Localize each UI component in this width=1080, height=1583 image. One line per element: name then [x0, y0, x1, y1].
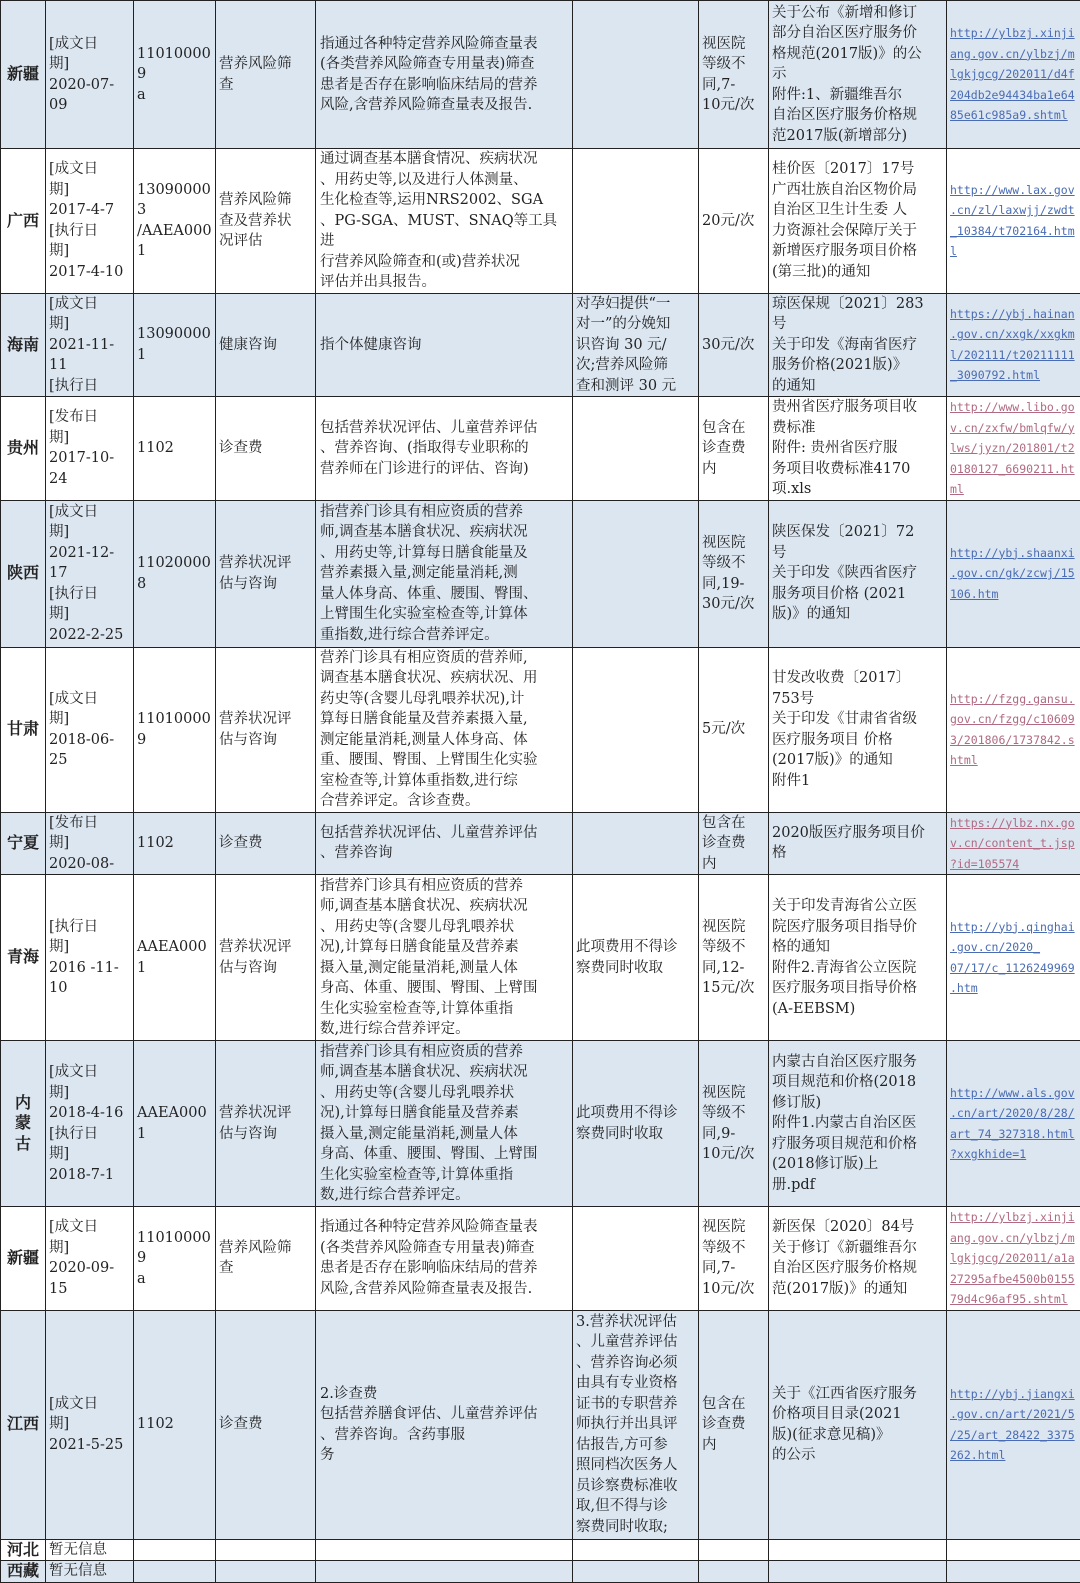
province-cell: 海南 [1, 293, 46, 397]
province-cell: 西藏 [1, 1561, 46, 1583]
item-name-cell [216, 1561, 316, 1583]
url-link[interactable]: http://ylbzj.xinji ang.gov.cn/ylbzj/m lgkjgcg/202011/a1a 27295afbe4500b0155 79d4c96af95.shtml [947, 1207, 1080, 1311]
table-row [1, 1207, 1080, 1311]
province-cell: 广西 [1, 149, 46, 294]
description-cell: 通过调查基本膳食情况、疾病状况 、用药史等,以及进行人体测量、 生化检查等,运用NRS2002、SGA 、PG-SGA、MUST、SNAQ等工具进 行营养风险筛查和(或)营养状况 评估并出具报告。 [316, 149, 573, 294]
province-cell: 宁夏 [1, 812, 46, 875]
price-cell: 30元/次 [699, 293, 769, 397]
table-row [1, 1310, 1080, 1539]
document-cell: 桂价医〔2017〕17号 广西壮族自治区物价局 自治区卫生计生委 人 力资源社会保障厅关于 新增医疗服务项目价格 (第三批)的通知 [769, 149, 947, 294]
note-cell [573, 1561, 699, 1583]
province-cell: 内 蒙 古 [1, 1041, 46, 1207]
date-cell: 暂无信息 [46, 1561, 134, 1583]
note-cell [573, 397, 699, 501]
price-cell [699, 1539, 769, 1561]
code-cell: AAEA0001 [134, 1041, 216, 1207]
document-cell: 琼医保规〔2021〕283 号 关于印发《海南省医疗 服务价格(2021版)》 的通知 [769, 293, 947, 397]
price-cell: 5元/次 [699, 647, 769, 812]
table-row [1, 397, 1080, 501]
note-cell [573, 812, 699, 875]
province-cell: 陕西 [1, 500, 46, 647]
document-cell: 内蒙古自治区医疗服务 项目规范和价格(2018 修订版) 附件1.内蒙古自治区医 疗服务项目规范和价格 (2018修订版)上 册.pdf [769, 1041, 947, 1207]
price-cell: 视医院 等级不 同,19- 30元/次 [699, 500, 769, 647]
url-link[interactable]: http://www.libo.go v.cn/zxfw/bmlqfw/y lws/jyzn/201801/t2 0180127_6690211.ht ml [947, 397, 1080, 501]
item-name-cell: 营养状况评 估与咨询 [216, 1041, 316, 1207]
price-cell: 视医院 等级不 同,7- 10元/次 [699, 1207, 769, 1311]
date-cell: [成文日 期] 2021-5-25 [46, 1310, 134, 1539]
url-link[interactable]: http://ybj.qinghai .gov.cn/2020_ 07/17/c_1126249969 .htm [947, 875, 1080, 1041]
description-cell: 指营养门诊具有相应资质的营养 师,调查基本膳食状况、疾病状况 、用药史等(含婴儿母乳喂养状 况),计算每日膳食能量及营养素 摄入量,测定能量消耗,测量人体 身高、体重、腰围、臀围、上臂围 生化实验室检查等,计算体重指 数,进行综合营养评定。 [316, 1041, 573, 1207]
date-cell: [执行日 期] 2016 -11- 10 [46, 875, 134, 1041]
price-cell: 包含在 诊查费 内 [699, 812, 769, 875]
code-cell: 130900001 [134, 293, 216, 397]
date-cell: [成文日 期] 2018-4-16 [执行日 期] 2018-7-1 [46, 1041, 134, 1207]
date-cell: [发布日 期] 2020-08- [46, 812, 134, 875]
province-cell: 青海 [1, 875, 46, 1041]
province-cell: 江西 [1, 1310, 46, 1539]
date-cell: [成文日 期] 2020-07- 09 [46, 1, 134, 149]
date-cell: [成文日 期] 2021-11- 11 [执行日 [46, 293, 134, 397]
code-cell: AAEA0001 [134, 875, 216, 1041]
document-cell: 关于公布《新增和修订 部分自治区医疗服务价 格规范(2017版)》的公 示 附件:1、新疆维吾尔 自治区医疗服务价格规 范2017版(新增部分) [769, 1, 947, 149]
price-cell: 20元/次 [699, 149, 769, 294]
note-cell [573, 1207, 699, 1311]
code-cell: 110100009 a [134, 1207, 216, 1311]
document-cell: 2020版医疗服务项目价 格 [769, 812, 947, 875]
note-cell: 3.营养状况评估 、儿童营养评估 、营养咨询必须 由具有专业资格 证书的专职营养 师执行并出具评 估报告,方可参 照同档次医务人 员诊察费标准收 取,但不得与诊 察费同时收取; [573, 1310, 699, 1539]
item-name-cell: 营养状况评 估与咨询 [216, 647, 316, 812]
province-cell: 新疆 [1, 1207, 46, 1311]
item-name-cell: 健康咨询 [216, 293, 316, 397]
table-row [1, 1561, 1080, 1583]
code-cell: 110100009 a [134, 1, 216, 149]
description-cell: 2.诊查费 包括营养膳食评估、儿童营养评估 、营养咨询。含药事服 务 [316, 1310, 573, 1539]
table-row [1, 647, 1080, 812]
table-row [1, 149, 1080, 294]
table-row [1, 500, 1080, 647]
code-cell: 110100009 [134, 647, 216, 812]
url-link[interactable]: http://www.als.gov .cn/art/2020/8/28/ art_74_327318.html ?xxgkhide=1 [947, 1041, 1080, 1207]
table-row [1, 875, 1080, 1041]
url-link[interactable]: https://ybj.hainan .gov.cn/xxgk/xxgkm l/202111/t20211111 _3090792.html [947, 293, 1080, 397]
date-cell: 暂无信息 [46, 1539, 134, 1561]
note-cell [573, 1, 699, 149]
document-cell: 关于印发青海省公立医 院医疗服务项目指导价 格的通知 附件2.青海省公立医院 医疗服务项目指导价格 (A-EEBSM) [769, 875, 947, 1041]
code-cell: 130900003 /AAEA0001 [134, 149, 216, 294]
item-name-cell: 诊查费 [216, 1310, 316, 1539]
document-cell: 贵州省医疗服务项目收 费标准 附件: 贵州省医疗服 务项目收费标准4170 项.xls [769, 397, 947, 501]
description-cell: 指营养门诊具有相应资质的营养 师,调查基本膳食状况、疾病状况 、用药史等,计算每日膳食能量及 营养素摄入量,测定能量消耗,测 量人体身高、体重、腰围、臀围、 上臂围生化实验室检查等,计算体 重指数,进行综合营养评定。 [316, 500, 573, 647]
url-link[interactable]: http://ybj.jiangxi .gov.cn/art/2021/5 /25/art_28422_3375 262.html [947, 1310, 1080, 1539]
date-cell: [成文日 期] 2018-06- 25 [46, 647, 134, 812]
item-name-cell: 营养状况评 估与咨询 [216, 875, 316, 1041]
description-cell: 指通过各种特定营养风险筛查量表 (各类营养风险筛查专用量表)筛查 患者是否存在影响临床结局的营养 风险,含营养风险筛查量表及报告. [316, 1, 573, 149]
table-row [1, 293, 1080, 397]
date-cell: [成文日 期] 2017-4-7 [执行日 期] 2017-4-10 [46, 149, 134, 294]
description-cell [316, 1561, 573, 1583]
table-row [1, 1539, 1080, 1561]
note-cell [573, 149, 699, 294]
item-name-cell: 诊查费 [216, 812, 316, 875]
price-cell: 视医院 等级不 同,7- 10元/次 [699, 1, 769, 149]
price-cell [699, 1561, 769, 1583]
table-row [1, 1041, 1080, 1207]
document-cell: 甘发改收费〔2017〕 753号 关于印发《甘肃省省级 医疗服务项目 价格 (2017版)》的通知 附件1 [769, 647, 947, 812]
document-cell: 关于《江西省医疗服务 价格项目目录(2021 版)(征求意见稿)》 的公示 [769, 1310, 947, 1539]
code-cell [134, 1561, 216, 1583]
item-name-cell [216, 1539, 316, 1561]
item-name-cell: 营养风险筛 查 [216, 1, 316, 149]
description-cell: 指营养门诊具有相应资质的营养 师,调查基本膳食状况、疾病状况 、用药史等(含婴儿母乳喂养状 况),计算每日膳食能量及营养素 摄入量,测定能量消耗,测量人体 身高、体重、腰围、臀围、上臂围 生化实验室检查等,计算体重指 数,进行综合营养评定。 [316, 875, 573, 1041]
document-cell: 陕医保发〔2021〕72 号 关于印发《陕西省医疗 服务项目价格 (2021 版)》的通知 [769, 500, 947, 647]
province-cell: 贵州 [1, 397, 46, 501]
description-cell: 营养门诊具有相应资质的营养师, 调查基本膳食状况、疾病状况、用 药史等(含婴儿母乳喂养状况),计 算每日膳食能量及营养素摄入量, 测定能量消耗,测量人体身高、体 重、腰围、臀围、上臂围生化实验 室检查等,计算体重指数,进行综 合营养评定。含诊查费。 [316, 647, 573, 812]
date-cell: [发布日 期] 2017-10- 24 [46, 397, 134, 501]
note-cell: 此项费用不得诊 察费同时收取 [573, 875, 699, 1041]
price-cell: 视医院 等级不 同,12- 15元/次 [699, 875, 769, 1041]
province-cell: 河北 [1, 1539, 46, 1561]
note-cell [573, 1539, 699, 1561]
code-cell: 1102 [134, 812, 216, 875]
description-cell [316, 1539, 573, 1561]
code-cell: 1102 [134, 1310, 216, 1539]
url-link[interactable]: http://ylbzj.xinji ang.gov.cn/ylbzj/m lgkjgcg/202011/d4f 204db2e94434ba1e64 85e61c985a9.shtml [947, 1, 1080, 149]
note-cell [573, 500, 699, 647]
document-cell: 新医保〔2020〕84号 关于修订《新疆维吾尔 自治区医疗服务价格规 范(2017版)》的通知 [769, 1207, 947, 1311]
code-cell [134, 1539, 216, 1561]
url-link [947, 1561, 1080, 1583]
province-cell: 新疆 [1, 1, 46, 149]
table-row [1, 812, 1080, 875]
url-link [947, 1539, 1080, 1561]
url-link[interactable]: http://fzgg.gansu. gov.cn/fzgg/c10609 3/201806/1737842.s html [947, 647, 1080, 812]
url-link[interactable]: https://ylbz.nx.go v.cn/content_t.jsp ?id=105574 [947, 812, 1080, 875]
description-cell: 包括营养状况评估、儿童营养评估 、营养咨询、(指取得专业职称的 营养师在门诊进行的评估、咨询) [316, 397, 573, 501]
url-link[interactable]: http://www.lax.gov .cn/zl/laxwjj/zwdt _10384/t702164.htm l [947, 149, 1080, 294]
date-cell: [成文日 期] 2020-09- 15 [46, 1207, 134, 1311]
table-row [1, 1, 1080, 149]
item-name-cell: 诊查费 [216, 397, 316, 501]
table-body [1, 1, 1080, 1583]
price-cell: 视医院 等级不 同,9- 10元/次 [699, 1041, 769, 1207]
document-cell [769, 1561, 947, 1583]
item-name-cell: 营养状况评 估与咨询 [216, 500, 316, 647]
note-cell: 此项费用不得诊 察费同时收取 [573, 1041, 699, 1207]
description-cell: 包括营养状况评估、儿童营养评估 、营养咨询 [316, 812, 573, 875]
note-cell: 对孕妇提供“一 对一”的分娩知 识咨询 30 元/ 次;营养风险筛 查和测评 30 元 [573, 293, 699, 397]
url-link[interactable]: http://ybj.shaanxi .gov.cn/gk/zcwj/15 106.htm [947, 500, 1080, 647]
price-cell: 包含在 诊查费 内 [699, 397, 769, 501]
province-cell: 甘肃 [1, 647, 46, 812]
item-name-cell: 营养风险筛 查 [216, 1207, 316, 1311]
date-cell: [成文日 期] 2021-12- 17 [执行日 期] 2022-2-25 [46, 500, 134, 647]
description-cell: 指个体健康咨询 [316, 293, 573, 397]
description-cell: 指通过各种特定营养风险筛查量表 (各类营养风险筛查专用量表)筛查 患者是否存在影响临床结局的营养 风险,含营养风险筛查量表及报告. [316, 1207, 573, 1311]
price-cell: 包含在 诊查费 内 [699, 1310, 769, 1539]
document-cell [769, 1539, 947, 1561]
code-cell: 1102 [134, 397, 216, 501]
note-cell [573, 647, 699, 812]
code-cell: 110200008 [134, 500, 216, 647]
item-name-cell: 营养风险筛 查及营养状 况评估 [216, 149, 316, 294]
